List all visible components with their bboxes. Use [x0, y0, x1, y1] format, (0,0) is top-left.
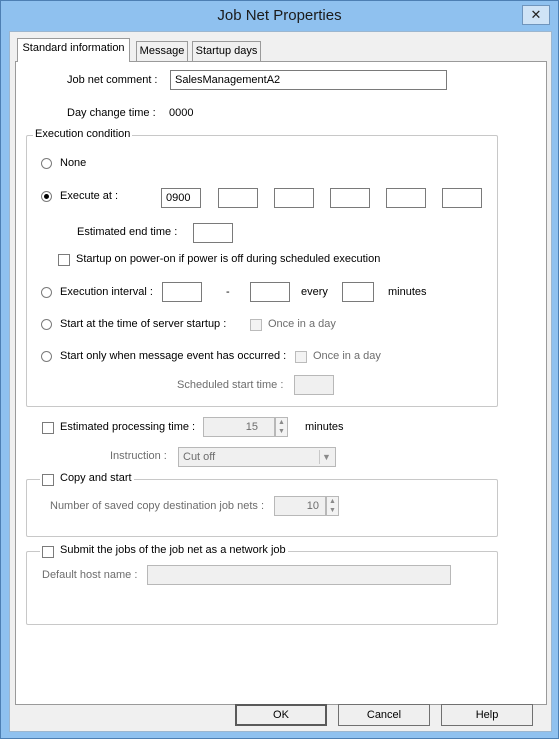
spin-down-icon[interactable]: ▼ [329, 507, 336, 514]
instruction-label: Instruction : [110, 450, 167, 462]
copy-and-start-legend: Copy and start [40, 472, 134, 484]
spin-up-icon[interactable]: ▲ [278, 419, 285, 426]
start-server-label: Start at the time of server startup : [60, 318, 227, 330]
execution-interval-radio[interactable] [41, 287, 52, 298]
interval-separator: - [226, 286, 230, 298]
execute-at-time-4[interactable] [330, 188, 370, 208]
start-message-label: Start only when message event has occurred : [60, 350, 287, 362]
estimated-processing-unit: minutes [305, 421, 344, 433]
execution-condition-legend: Execution condition [35, 128, 131, 140]
estimated-end-time-input[interactable] [193, 223, 233, 243]
tab-message[interactable]: Message [136, 41, 188, 62]
start-message-once-label: Once in a day [313, 350, 381, 362]
interval-end-input[interactable] [250, 282, 290, 302]
estimated-processing-label: Estimated processing time : [60, 421, 196, 433]
execute-at-label: Execute at : [60, 190, 119, 202]
interval-start-input[interactable] [162, 282, 202, 302]
none-label: None [60, 157, 87, 169]
help-button[interactable]: Help [441, 704, 533, 726]
scheduled-start-time-input[interactable] [294, 375, 334, 395]
instruction-selected-value: Cut off [183, 451, 216, 463]
execution-interval-label: Execution interval : [60, 286, 153, 298]
interval-every-input[interactable] [342, 282, 374, 302]
title-bar[interactable] [1, 1, 558, 31]
network-job-group [26, 551, 498, 625]
execution-condition-group [26, 135, 498, 407]
start-server-once-checkbox[interactable] [250, 319, 262, 331]
instruction-select[interactable] [178, 447, 336, 467]
spin-up-icon[interactable]: ▲ [329, 498, 336, 505]
tab-standard-information[interactable]: Standard information [17, 38, 130, 62]
day-change-time-value: 0000 [169, 107, 194, 119]
spin-down-icon[interactable]: ▼ [278, 428, 285, 435]
start-server-radio[interactable] [41, 319, 52, 330]
saved-copies-input[interactable]: 10 [274, 496, 326, 516]
default-host-name-label: Default host name : [42, 569, 138, 581]
every-label: every [301, 286, 328, 298]
saved-copies-label: Number of saved copy destination job nets : [50, 500, 265, 512]
execute-at-time-3[interactable] [274, 188, 314, 208]
tab-startup-days[interactable]: Startup days [192, 41, 261, 62]
default-host-name-input[interactable] [147, 565, 451, 585]
job-net-comment-input[interactable]: SalesManagementA2 [170, 70, 447, 90]
startup-power-on-label: Startup on power-on if power is off during scheduled execution [76, 253, 381, 265]
start-message-radio[interactable] [41, 351, 52, 362]
saved-copies-spinner[interactable] [326, 496, 339, 516]
ok-button[interactable]: OK [235, 704, 327, 726]
execute-at-time-5[interactable] [386, 188, 426, 208]
chevron-down-icon[interactable]: ▼ [319, 450, 333, 464]
tab-panel-standard-information [15, 61, 547, 705]
close-icon[interactable]: ✕ [522, 5, 550, 25]
execute-at-time-1[interactable]: 0900 [161, 188, 201, 208]
cancel-button[interactable]: Cancel [338, 704, 430, 726]
dialog-client-area [9, 31, 552, 732]
estimated-processing-input[interactable]: 15 [203, 417, 275, 437]
network-job-legend: Submit the jobs of the job net as a network job [40, 544, 288, 556]
startup-power-on-checkbox[interactable] [58, 254, 70, 266]
estimated-processing-spinner[interactable] [275, 417, 288, 437]
day-change-time-label: Day change time : [67, 107, 156, 119]
scheduled-start-time-label: Scheduled start time : [177, 379, 284, 391]
start-message-once-checkbox[interactable] [295, 351, 307, 363]
window-title: Job Net Properties [217, 7, 342, 24]
none-radio[interactable] [41, 158, 52, 169]
execute-at-radio[interactable] [41, 191, 52, 202]
copy-and-start-checkbox[interactable] [42, 474, 54, 486]
estimated-processing-checkbox[interactable] [42, 422, 54, 434]
execute-at-time-2[interactable] [218, 188, 258, 208]
start-server-once-label: Once in a day [268, 318, 336, 330]
job-net-comment-label: Job net comment : [67, 74, 158, 86]
network-job-checkbox[interactable] [42, 546, 54, 558]
estimated-end-time-label: Estimated end time : [77, 226, 178, 238]
minutes-label: minutes [388, 286, 427, 298]
execute-at-time-6[interactable] [442, 188, 482, 208]
